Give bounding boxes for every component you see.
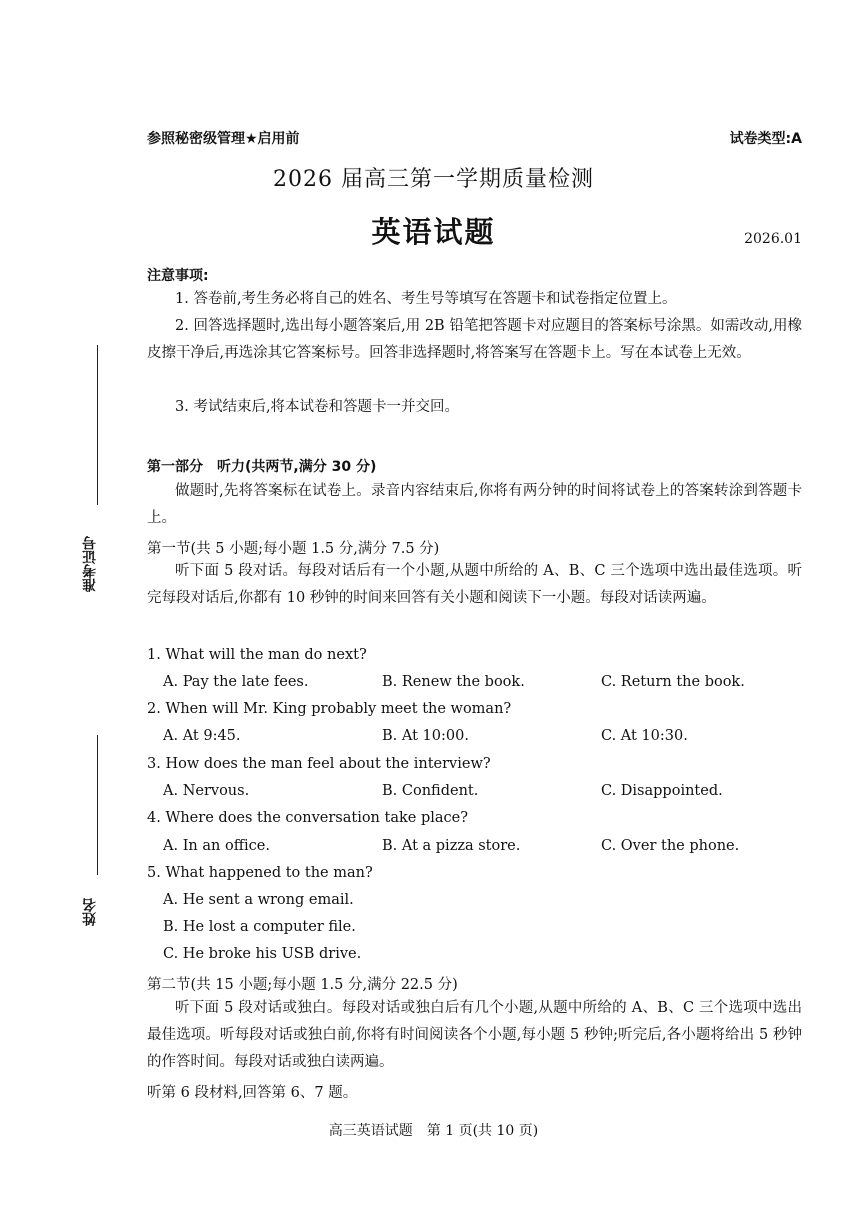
notice-title: 注意事项: [147, 268, 209, 284]
section2-material: 听第 6 段材料,回答第 6、7 题。 [147, 1085, 358, 1101]
question-5-option-c: C. He broke his USB drive. [163, 946, 362, 962]
notice-item-3: 3. 考试结束后,将本试卷和答题卡一并交回。 [175, 399, 460, 415]
question-2-stem: 2. When will Mr. King probably meet the woman? [147, 701, 512, 717]
question-4-option-c: C. Over the phone. [601, 838, 740, 854]
part1-instruction: 做题时,先将答案标在试卷上。录音内容结束后,你将有两分钟的时间将试卷上的答案转涂到答题卡上。 [147, 483, 802, 526]
section1-instruction: 听下面 5 段对话。每段对话后有一个小题,从题中所给的 A、B、C 三个选项中选出最佳选项。听完每段对话后,你都有 10 秒钟的时间来回答有关小题和阅读下一小题。每段对话读两遍。 [147, 563, 802, 606]
name-line [97, 735, 98, 875]
security-level: 参照秘密级管理★启用前 [147, 131, 300, 147]
notice-item-1: 1. 答卷前,考生务必将自己的姓名、考生号等填写在答题卡和试卷指定位置上。 [175, 291, 677, 307]
question-5-stem: 5. What happened to the man? [147, 865, 373, 881]
question-1-option-b: B. Renew the book. [382, 674, 525, 690]
question-3-option-b: B. Confident. [382, 783, 479, 799]
question-2-option-a: A. At 9:45. [163, 728, 241, 744]
question-4-option-b: B. At a pizza store. [382, 838, 521, 854]
question-3-option-a: A. Nervous. [163, 783, 250, 799]
page-footer: 高三英语试题 第 1 页(共 10 页) [328, 1123, 539, 1139]
question-1-option-a: A. Pay the late fees. [163, 674, 309, 690]
exam-id-label: 准考证号 [82, 536, 98, 592]
notice-item-2: 2. 回答选择题时,选出每小题答案后,用 2B 铅笔把答题卡对应题目的答案标号涂黑。如需改动,用橡皮擦干净后,再选涂其它答案标号。回答非选择题时,将答案写在答题卡上。写在本试卷上无效。 [147, 318, 802, 361]
section2-heading: 第二节(共 15 小题;每小题 1.5 分,满分 22.5 分) [147, 977, 458, 993]
question-3-option-c: C. Disappointed. [601, 783, 723, 799]
question-3-stem: 3. How does the man feel about the interview? [147, 756, 491, 772]
section1-heading: 第一节(共 5 小题;每小题 1.5 分,满分 7.5 分) [147, 541, 440, 557]
paper-type: 试卷类型:A [729, 131, 802, 147]
exam-id-line [97, 345, 98, 505]
question-2-option-b: B. At 10:00. [382, 728, 469, 744]
exam-date: 2026.01 [744, 231, 802, 247]
question-1-option-c: C. Return the book. [601, 674, 745, 690]
subject-title: 英语试题 [371, 215, 496, 249]
question-4-option-a: A. In an office. [163, 838, 270, 854]
question-5-option-b: B. He lost a computer file. [163, 919, 356, 935]
question-1-stem: 1. What will the man do next? [147, 647, 367, 663]
exam-title: 2026 届高三第一学期质量检测 [273, 167, 594, 192]
question-5-option-a: A. He sent a wrong email. [163, 892, 354, 908]
name-label: 姓名 [82, 898, 98, 926]
part1-heading: 第一部分 听力(共两节,满分 30 分) [147, 459, 377, 475]
question-2-option-c: C. At 10:30. [601, 728, 688, 744]
section2-instruction: 听下面 5 段对话或独白。每段对话或独白后有几个小题,从题中所给的 A、B、C 三个选项中选出最佳选项。听每段对话或独白前,你将有时间阅读各个小题,每小题 5 秒钟;听完后,各小题将给出 5 秒钟的作答时间。每段对话或独白读两遍。 [147, 1000, 802, 1070]
question-4-stem: 4. Where does the conversation take place? [147, 810, 468, 826]
